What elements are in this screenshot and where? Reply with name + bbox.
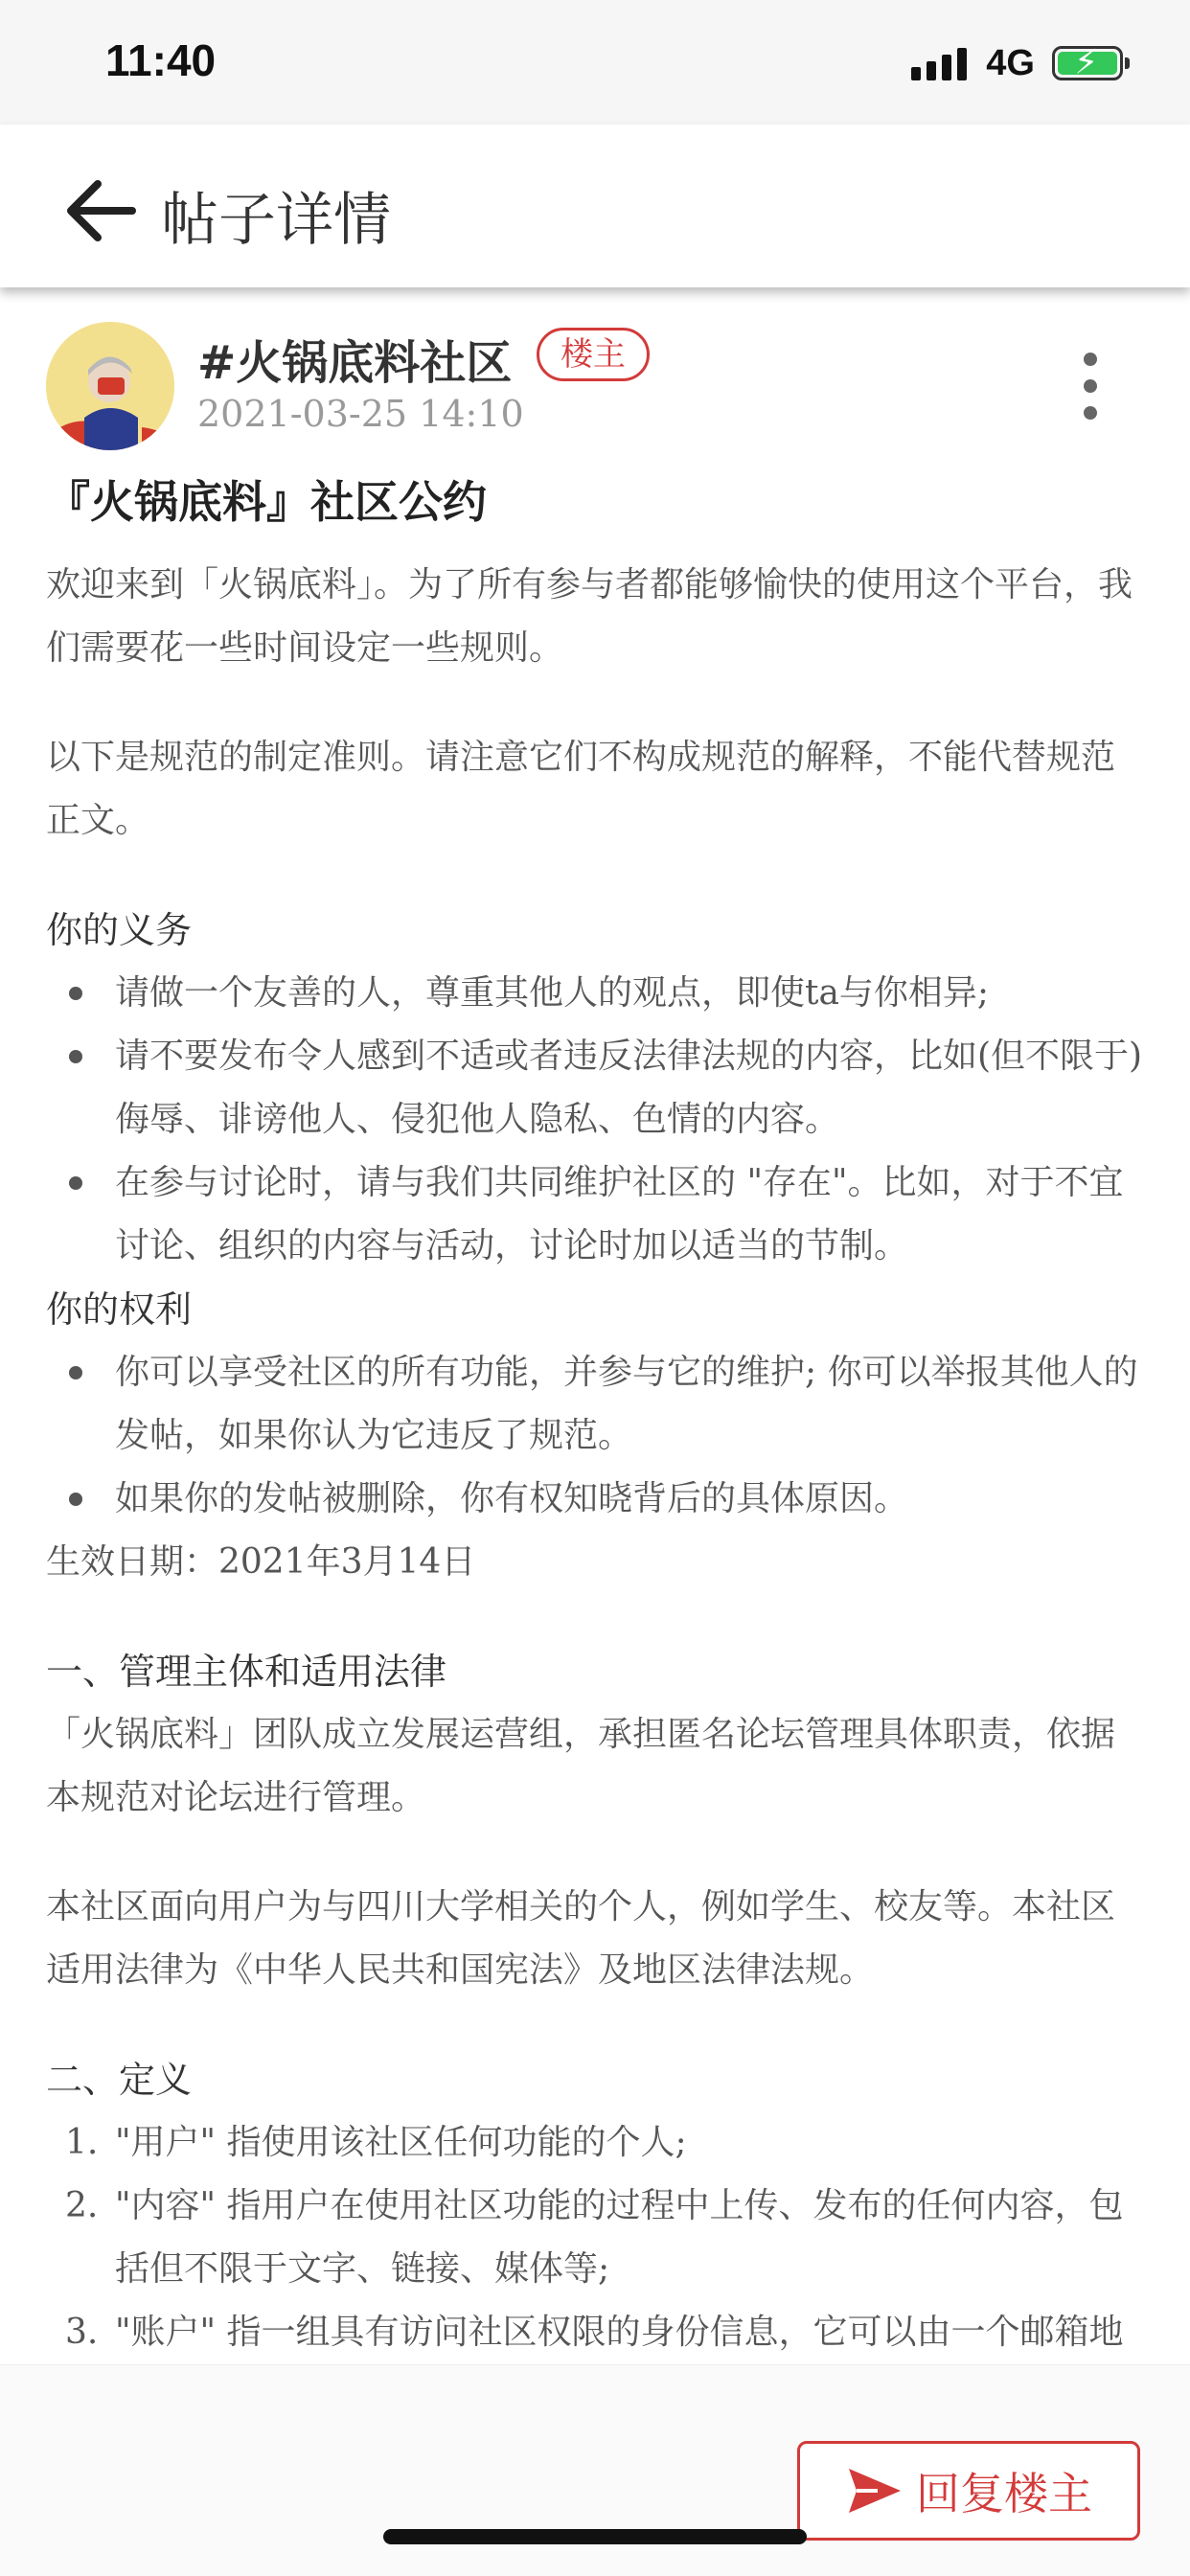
signal-icon: [911, 46, 973, 80]
more-dot: [1084, 379, 1097, 393]
section-heading: 你的义务: [46, 909, 193, 951]
back-button[interactable]: [59, 171, 140, 251]
list-item: 你可以享受社区的所有功能，并参与它的维护; 你可以举报其他人的发帖，如果你认为它违反了规范。: [46, 1341, 1148, 1468]
paragraph: 本社区面向用户为与四川大学相关的个人，例如学生、校友等。本社区适用法律为《中华人民共和国宪法》及地区法律法规。: [46, 1887, 1116, 1990]
status-indicators: [911, 42, 1123, 84]
paragraph: 欢迎来到「火锅底料」。为了所有参与者都能够愉快的使用这个平台，我们需要花一些时间设定一些规则。: [46, 565, 1133, 668]
send-icon: [845, 2461, 904, 2520]
status-bar: [0, 0, 1190, 125]
list-item-text: "账户" 指一组具有访问社区权限的身份信息，它可以由一个邮箱地: [115, 2313, 1124, 2352]
network-type: 4G: [986, 42, 1035, 83]
avatar-illustration: [46, 322, 174, 450]
back-arrow-icon: [59, 171, 140, 251]
list-number: 3.: [65, 2313, 99, 2352]
page-title: 帖子详情: [161, 187, 391, 254]
battery-icon: ⚡: [1052, 46, 1123, 80]
paragraph: 以下是规范的制定准则。请注意它们不构成规范的解释，不能代替规范正文。: [46, 738, 1116, 840]
list-item-text: "内容" 指用户在使用社区功能的过程中上传、发布的任何内容，包括但不限于文字、链接、媒体等;: [115, 2186, 1124, 2289]
more-button[interactable]: [1071, 353, 1110, 420]
list-item: 在参与讨论时，请与我们共同维护社区的 "存在"。比如，对于不宜讨论、组织的内容与活动，讨论时加以适当的节制。: [46, 1151, 1148, 1278]
author-name[interactable]: #火锅底料社区: [197, 336, 513, 390]
post-content: [46, 467, 1148, 2428]
list-item: 如果你的发帖被删除，你有权知晓背后的具体原因。: [46, 1468, 1148, 1531]
reply-button[interactable]: [797, 2441, 1140, 2541]
rights-list: [46, 1341, 1148, 1531]
more-vertical-icon: [1084, 353, 1097, 366]
section-heading: 二、定义: [46, 2059, 193, 2101]
paragraph: 「火锅底料」团队成立发展运营组，承担匿名论坛管理具体职责，依据本规范对论坛进行管理。: [46, 1715, 1116, 1817]
list-item: [46, 2111, 1148, 2175]
list-number: 1.: [65, 2123, 99, 2162]
avatar[interactable]: [46, 322, 174, 450]
op-badge: 楼主: [537, 328, 650, 381]
post-timestamp: 2021-03-25 14:10: [197, 393, 524, 435]
home-indicator: [383, 2529, 807, 2544]
section-heading: 一、管理主体和适用法律: [46, 1651, 447, 1693]
list-item-text: "用户" 指使用该社区任何功能的个人;: [115, 2123, 687, 2162]
duties-list: [46, 962, 1148, 1278]
list-item: 请不要发布令人感到不适或者违反法律法规的内容，比如(但不限于)侮辱、诽谤他人、侵犯他人隐私、色情的内容。: [46, 1025, 1148, 1151]
effective-date: 生效日期：2021年3月14日: [46, 1542, 476, 1582]
post-title: 『火锅底料』社区公约: [46, 476, 487, 528]
section-heading: 你的权利: [46, 1288, 193, 1331]
list-number: 2.: [65, 2186, 99, 2225]
reply-label: 回复楼主: [916, 2468, 1092, 2519]
more-dot: [1084, 406, 1097, 420]
status-time: 11:40: [105, 35, 217, 85]
list-item: 请做一个友善的人，尊重其他人的观点，即使ta与你相异;: [46, 962, 1148, 1025]
nav-bar: [0, 125, 1190, 287]
list-item: [46, 2175, 1148, 2301]
